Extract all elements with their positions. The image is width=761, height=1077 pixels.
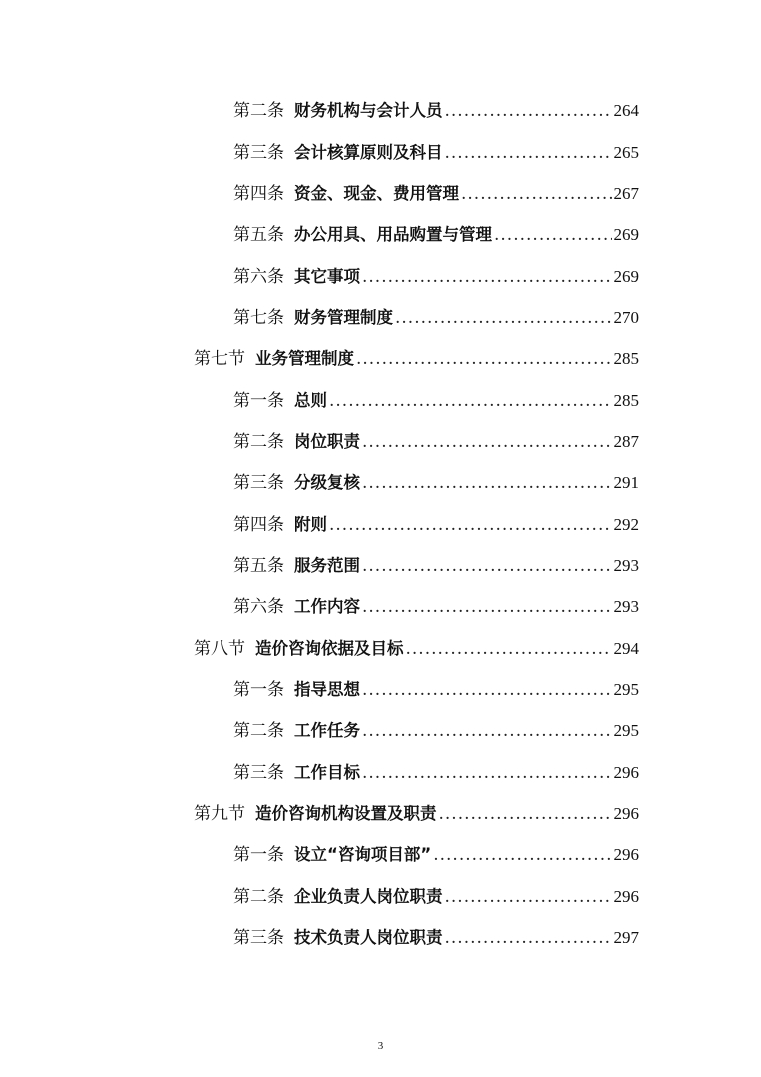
toc-entry-label: 第六条 <box>233 266 284 287</box>
toc-entry-page: 296 <box>613 762 639 782</box>
toc-entry-title: 财务管理制度 <box>294 307 393 327</box>
toc-entry[interactable] <box>0 832 761 873</box>
toc-entry-page: 295 <box>613 721 639 741</box>
toc-entry-label: 第三条 <box>233 762 284 783</box>
toc-entry-page: 291 <box>613 473 639 493</box>
toc-entry-page: 292 <box>613 514 639 534</box>
toc-entry-label: 第七条 <box>233 307 284 328</box>
toc-entry-label: 第六条 <box>233 597 284 618</box>
toc-section-page: 285 <box>613 349 639 369</box>
toc-section-label: 第八节 <box>194 638 245 659</box>
toc-entry-title: 办公用具、用品购置与管理 <box>294 225 492 245</box>
toc-entry-page: 287 <box>613 431 639 451</box>
toc-entry-label: 第二条 <box>233 721 284 742</box>
toc-entry[interactable] <box>0 129 761 170</box>
toc-entry-label: 第五条 <box>233 225 284 246</box>
toc-section[interactable] <box>0 336 761 377</box>
toc-entry-label: 第三条 <box>233 142 284 163</box>
toc-entry-page: 285 <box>613 390 639 410</box>
toc-entry-page: 265 <box>613 142 639 162</box>
toc-entry-title: 分级复核 <box>294 473 360 493</box>
dot-leader <box>362 763 612 783</box>
toc-entry[interactable] <box>0 501 761 542</box>
page-number: 3 <box>377 1040 384 1052</box>
toc-section[interactable] <box>0 625 761 666</box>
toc-entry[interactable] <box>0 88 761 129</box>
toc-entry-title: 岗位职责 <box>294 431 360 451</box>
toc-entry-page: 295 <box>613 679 639 699</box>
toc-entry[interactable] <box>0 915 761 956</box>
toc-entry-label: 第四条 <box>233 514 284 535</box>
toc-entry-page: 293 <box>613 597 639 617</box>
toc-entry[interactable] <box>0 750 761 791</box>
toc-entry-title: 工作任务 <box>294 721 360 741</box>
dot-leader <box>445 101 612 121</box>
dot-leader <box>445 887 612 907</box>
toc-entry[interactable] <box>0 295 761 336</box>
dot-leader <box>362 473 612 493</box>
toc-entry-page: 269 <box>613 266 639 286</box>
toc-entry-label: 第一条 <box>233 845 284 866</box>
toc-section-page: 296 <box>613 804 639 824</box>
toc-section-page: 294 <box>613 638 639 658</box>
toc-entry-page: 296 <box>613 845 639 865</box>
toc-entry-label: 第一条 <box>233 679 284 700</box>
toc-entry-title: 设立“咨询项目部” <box>294 845 432 865</box>
toc-entry-page: 267 <box>613 183 639 203</box>
dot-leader <box>433 845 611 865</box>
dot-leader <box>461 184 612 204</box>
toc-entry-title: 指导思想 <box>294 679 360 699</box>
toc-entry-title: 总则 <box>294 390 327 410</box>
toc-entry-label: 第二条 <box>233 886 284 907</box>
toc-entry-title: 技术负责人岗位职责 <box>294 928 443 948</box>
toc-entry[interactable] <box>0 253 761 294</box>
toc-entry-title: 财务机构与会计人员 <box>294 101 443 121</box>
toc-entry[interactable] <box>0 460 761 501</box>
dot-leader <box>329 391 612 411</box>
toc-entry-title: 工作目标 <box>294 762 360 782</box>
toc-entry-title: 附则 <box>294 514 327 534</box>
toc-entry-title: 企业负责人岗位职责 <box>294 886 443 906</box>
toc-entry-title: 会计核算原则及科目 <box>294 142 443 162</box>
toc-entry-page: 297 <box>613 928 639 948</box>
toc-section-title: 造价咨询机构设置及职责 <box>255 804 437 824</box>
toc-entry-page: 270 <box>613 307 639 327</box>
dot-leader <box>362 680 612 700</box>
toc-entry[interactable] <box>0 171 761 212</box>
toc-entry-label: 第五条 <box>233 555 284 576</box>
toc-entry-title: 工作内容 <box>294 597 360 617</box>
table-of-contents <box>0 88 761 956</box>
toc-entry[interactable] <box>0 584 761 625</box>
dot-leader <box>445 928 612 948</box>
toc-entry[interactable] <box>0 377 761 418</box>
toc-entry[interactable] <box>0 419 761 460</box>
toc-entry[interactable] <box>0 708 761 749</box>
toc-entry-title: 服务范围 <box>294 555 360 575</box>
toc-entry-page: 264 <box>613 101 639 121</box>
toc-entry-label: 第四条 <box>233 183 284 204</box>
dot-leader <box>362 267 612 287</box>
toc-entry-page: 269 <box>613 225 639 245</box>
toc-entry-label: 第三条 <box>233 473 284 494</box>
toc-entry-label: 第一条 <box>233 390 284 411</box>
toc-entry[interactable] <box>0 212 761 253</box>
toc-entry[interactable] <box>0 874 761 915</box>
toc-section-title: 造价咨询依据及目标 <box>255 638 404 658</box>
toc-section-label: 第七节 <box>194 349 245 370</box>
dot-leader <box>395 308 612 328</box>
dot-leader <box>362 721 612 741</box>
toc-entry-label: 第三条 <box>233 928 284 949</box>
toc-section[interactable] <box>0 791 761 832</box>
toc-section-label: 第九节 <box>194 804 245 825</box>
toc-entry-label: 第二条 <box>233 431 284 452</box>
dot-leader <box>356 349 612 369</box>
toc-entry-page: 293 <box>613 555 639 575</box>
dot-leader <box>445 143 612 163</box>
toc-entry-label: 第二条 <box>233 101 284 122</box>
toc-entry-title: 资金、现金、费用管理 <box>294 183 459 203</box>
toc-entry-title: 其它事项 <box>294 266 360 286</box>
dot-leader <box>406 639 612 659</box>
toc-entry[interactable] <box>0 543 761 584</box>
toc-entry[interactable] <box>0 667 761 708</box>
dot-leader <box>362 432 612 452</box>
toc-entry-page: 296 <box>613 886 639 906</box>
dot-leader <box>494 225 612 245</box>
dot-leader <box>362 556 612 576</box>
toc-section-title: 业务管理制度 <box>255 349 354 369</box>
dot-leader <box>439 804 612 824</box>
dot-leader <box>362 597 612 617</box>
dot-leader <box>329 515 612 535</box>
